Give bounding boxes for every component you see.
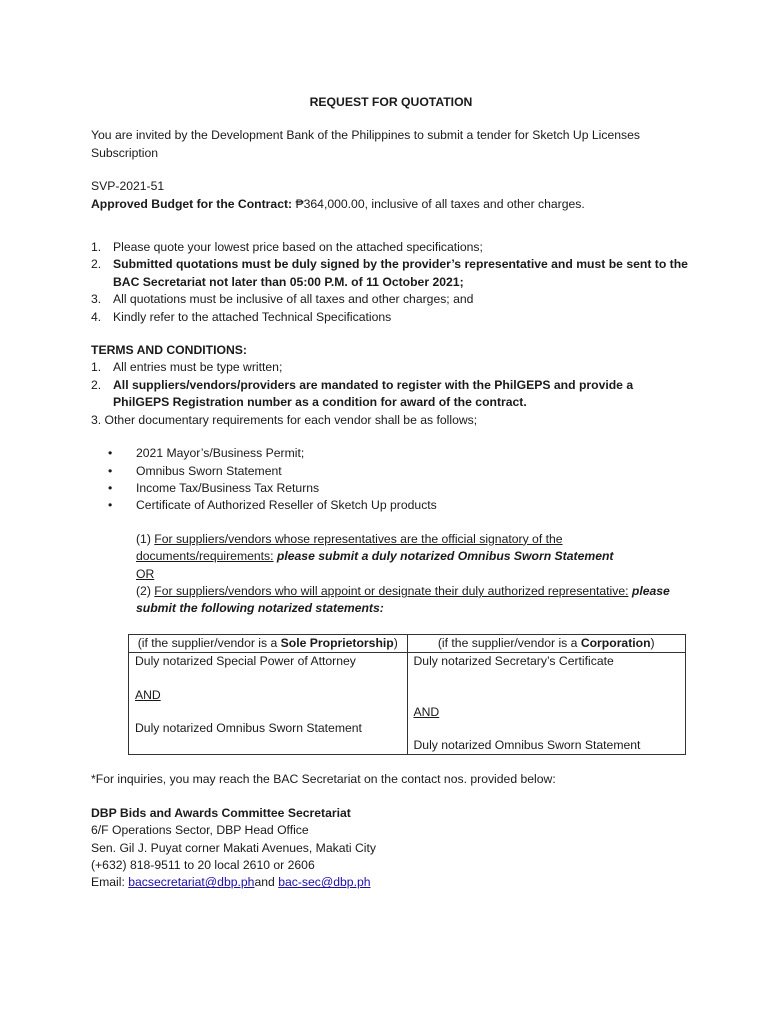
table-header-corporation: (if the supplier/vendor is a Corporation) [407,634,686,652]
reference-number: SVP-2021-51 [91,179,165,194]
contact-phone: (+632) 818-9511 to 20 local 2610 or 2606 [91,858,315,872]
approved-budget [91,196,691,213]
requirements-list [108,445,691,515]
instructions-list [91,239,691,326]
inquiries-note: *For inquiries, you may reach the BAC Secretariat on the contact nos. provided below: [91,772,556,787]
email-link-bacsecretariat[interactable]: bacsecretariat@dbp.ph [128,875,255,890]
contact-address-2: Sen. Gil J. Puyat corner Makati Avenues, Makati City [91,840,376,855]
or-separator: OR [136,566,155,581]
option-2: (2) For suppliers/vendors who will appoint or designate their duly authorized representative: please submit the following notarized statements: [136,583,670,616]
page-title: REQUEST FOR QUOTATION [309,95,473,109]
bullet-icon: • [108,480,113,495]
list-item: 1. Please quote your lowest price based on the attached specifications; [91,240,483,255]
contact-address-1: 6/F Operations Sector, DBP Head Office [91,823,309,838]
bullet-icon: • [108,463,113,478]
terms-list [91,359,691,411]
contact-org: DBP Bids and Awards Committee Secretariat [91,805,351,820]
list-item: 4. Kindly refer to the attached Technical Specifications [91,309,392,324]
terms-heading: TERMS AND CONDITIONS: [91,343,247,358]
list-item: • Certificate of Authorized Reseller of Sketch Up products [108,497,691,514]
bullet-icon: • [108,498,113,513]
term-3: 3. Other documentary requirements for each vendor shall be as follows; [91,412,478,427]
list-item: • Income Tax/Business Tax Returns [108,480,691,497]
list-item: • 2021 Mayor’s/Business Permit; [108,445,691,462]
contact-email: Email: bacsecretariat@dbp.phand bac-sec@dbp.ph [91,875,371,890]
option-1: (1) For suppliers/vendors whose representatives are the official signatory of the documents/requirements: please submit a duly notarized Omnibus Sworn Statement [136,531,614,564]
table-header-sole: (if the supplier/vendor is a Sole Proprietorship) [129,634,408,652]
table-cell-corporation: Duly notarized Secretary’s Certificate AND Duly notarized Omnibus Sworn Statement [407,653,686,755]
contact-block [91,805,691,892]
abc-value: ₱364,000.00, inclusive of all taxes and other charges. [292,196,585,211]
list-item: 2. All suppliers/vendors/providers are mandated to register with the PhilGEPS and provide a PhilGEPS Registration number as a condition for award of the contract. [91,377,634,410]
options-block [136,531,691,618]
table-cell-sole: Duly notarized Special Power of Attorney AND Duly notarized Omnibus Sworn Statement [129,653,408,755]
list-item: • Omnibus Sworn Statement [108,463,691,480]
bullet-icon: • [108,446,113,461]
list-item: 3. All quotations must be inclusive of all taxes and other charges; and [91,292,474,307]
document-page [91,94,691,892]
list-item: 1. All entries must be type written; [91,360,283,375]
abc-label: Approved Budget for the Contract: [91,196,293,211]
requirements-table [128,634,686,756]
list-item: 2. Submitted quotations must be duly signed by the provider’s representative and must be sent to the BAC Secretariat not later than 05:00 P.M. of 11 October 2021; [91,257,688,289]
intro-paragraph: You are invited by the Development Bank of the Philippines to submit a tender for Sketch Up Licenses Subscription [91,128,640,160]
email-link-bac-sec[interactable]: bac-sec@dbp.ph [278,875,371,890]
